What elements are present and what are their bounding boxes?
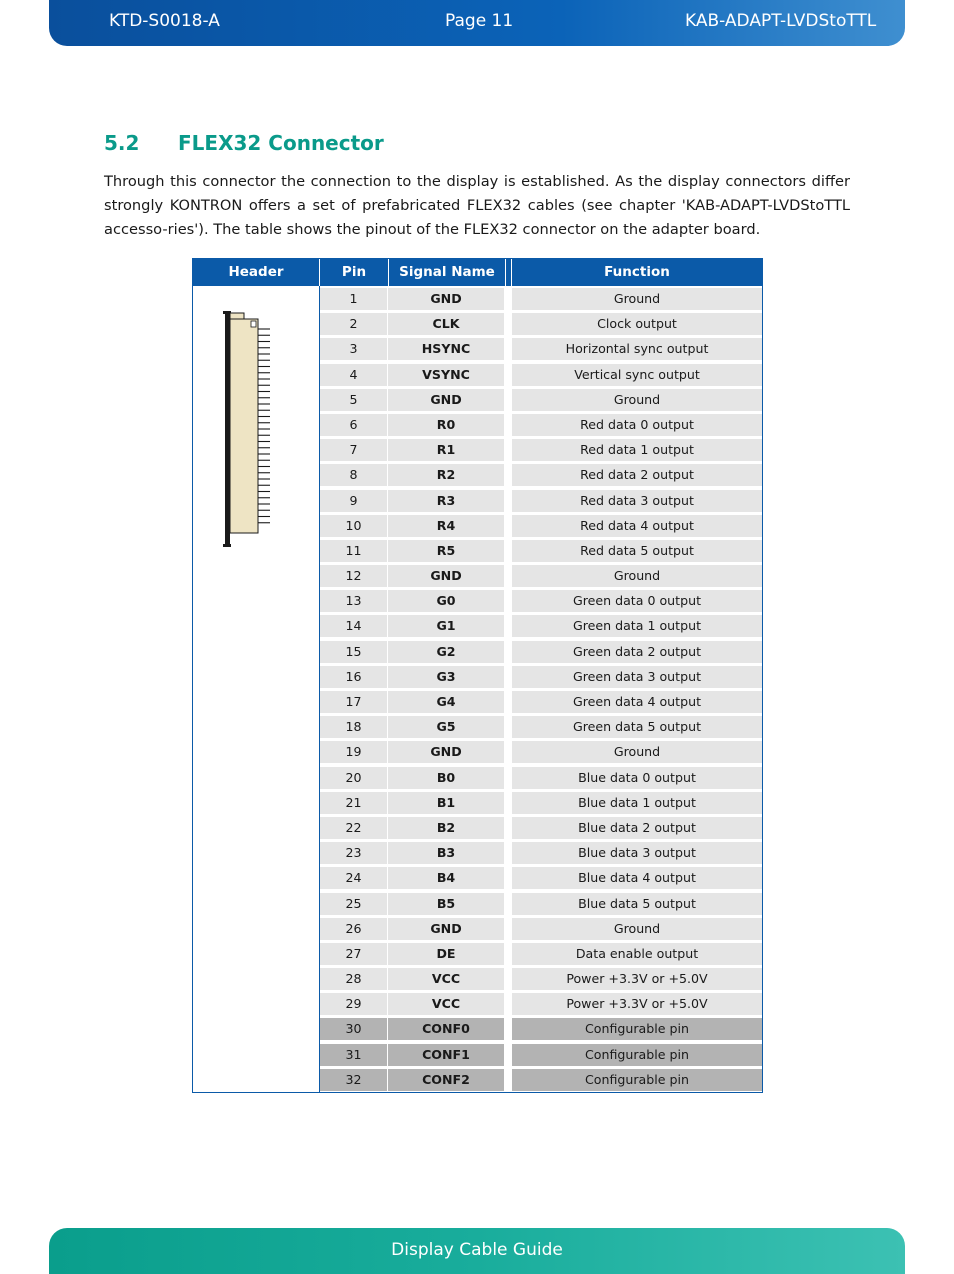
pin-cell: 18 [320, 716, 387, 738]
section-heading [104, 131, 384, 155]
function-cell: Green data 1 output [512, 615, 762, 637]
table-row [320, 689, 762, 714]
function-cell: Ground [512, 918, 762, 940]
function-cell: Ground [512, 389, 762, 411]
pin-cell: 14 [320, 615, 387, 637]
pin-cell: 6 [320, 414, 387, 436]
table-row [320, 387, 762, 412]
column-gap [505, 389, 511, 411]
table-row [320, 513, 762, 538]
pin-cell: 32 [320, 1069, 387, 1091]
column-gap [505, 893, 511, 915]
page-header-bar [49, 0, 905, 46]
signal-name-cell: B2 [388, 817, 504, 839]
table-row [320, 1016, 762, 1041]
function-cell: Blue data 0 output [512, 767, 762, 789]
function-cell: Horizontal sync output [512, 338, 762, 360]
column-gap [505, 364, 511, 386]
function-cell: Red data 1 output [512, 439, 762, 461]
pin-cell: 31 [320, 1044, 387, 1066]
table-header-row [193, 259, 762, 286]
signal-name-cell: R5 [388, 540, 504, 562]
table-row [320, 991, 762, 1016]
function-cell: Green data 3 output [512, 666, 762, 688]
column-gap [505, 767, 511, 789]
footer-title: Display Cable Guide [391, 1240, 563, 1260]
pin-cell: 17 [320, 691, 387, 713]
column-gap [505, 792, 511, 814]
table-row [320, 840, 762, 865]
column-gap [505, 842, 511, 864]
function-cell: Red data 3 output [512, 490, 762, 512]
pin-cell: 19 [320, 741, 387, 763]
function-cell: Configurable pin [512, 1018, 762, 1040]
function-cell: Configurable pin [512, 1069, 762, 1091]
signal-name-cell: G0 [388, 590, 504, 612]
column-gap [505, 968, 511, 990]
column-gap [505, 590, 511, 612]
pin-cell: 27 [320, 943, 387, 965]
pinout-table [192, 258, 763, 1093]
column-gap [505, 716, 511, 738]
signal-name-cell: R1 [388, 439, 504, 461]
signal-name-cell: GND [388, 741, 504, 763]
function-cell: Power +3.3V or +5.0V [512, 993, 762, 1015]
function-cell: Ground [512, 741, 762, 763]
function-cell: Red data 5 output [512, 540, 762, 562]
header-divider [319, 259, 320, 286]
function-cell: Green data 0 output [512, 590, 762, 612]
column-gap [505, 565, 511, 587]
table-row [320, 563, 762, 588]
function-cell: Blue data 2 output [512, 817, 762, 839]
column-gap [505, 490, 511, 512]
table-row [320, 362, 762, 387]
signal-name-cell: GND [388, 565, 504, 587]
column-gap [505, 741, 511, 763]
function-cell: Red data 0 output [512, 414, 762, 436]
pin-cell: 13 [320, 590, 387, 612]
table-row [320, 613, 762, 638]
function-cell: Ground [512, 288, 762, 310]
column-header-header: Header [228, 264, 284, 280]
function-cell: Configurable pin [512, 1044, 762, 1066]
pin-cell: 4 [320, 364, 387, 386]
intro-paragraph: Through this connector the connection to the display is established. As the display connectors differ strongly KONTRON offers a set of prefabricated FLEX32 cables (see chapter 'KAB-ADAPT-LVDStoTTL accesso-ries'). The table shows the pinout of the FLEX32 connector on the adapter board. [104, 173, 850, 238]
section-title: FLEX32 Connector [178, 131, 384, 155]
pin-cell: 1 [320, 288, 387, 310]
signal-name-cell: CONF0 [388, 1018, 504, 1040]
page-footer-bar [49, 1228, 905, 1274]
signal-name-cell: VCC [388, 993, 504, 1015]
table-row [320, 966, 762, 991]
signal-name-cell: G4 [388, 691, 504, 713]
function-cell: Blue data 3 output [512, 842, 762, 864]
signal-name-cell: B4 [388, 867, 504, 889]
pin-cell: 20 [320, 767, 387, 789]
column-gap [505, 918, 511, 940]
column-header-pin: Pin [341, 264, 367, 280]
connector-cap-bottom [223, 544, 231, 547]
table-row [320, 538, 762, 563]
flex32-connector-drawing [223, 311, 275, 551]
column-gap [505, 641, 511, 663]
pin-cell: 23 [320, 842, 387, 864]
table-row [320, 588, 762, 613]
column-gap [505, 313, 511, 335]
signal-name-cell: VSYNC [388, 364, 504, 386]
function-cell: Red data 4 output [512, 515, 762, 537]
function-cell: Data enable output [512, 943, 762, 965]
table-row [320, 815, 762, 840]
signal-name-cell: B1 [388, 792, 504, 814]
column-header-function: Function [604, 264, 670, 280]
page-number: Page 11 [445, 11, 514, 31]
pin-cell: 16 [320, 666, 387, 688]
signal-name-cell: B3 [388, 842, 504, 864]
signal-name-cell: G3 [388, 666, 504, 688]
column-gap [505, 288, 511, 310]
connector-latch [230, 319, 258, 533]
signal-name-cell: R4 [388, 515, 504, 537]
connector-body-edge [225, 311, 230, 547]
table-row [320, 437, 762, 462]
pin-cell: 11 [320, 540, 387, 562]
function-cell: Green data 2 output [512, 641, 762, 663]
document-id: KTD-S0018-A [109, 11, 220, 31]
pin-cell: 7 [320, 439, 387, 461]
column-gap [505, 414, 511, 436]
signal-name-cell: CLK [388, 313, 504, 335]
pin-cell: 12 [320, 565, 387, 587]
table-row [320, 1042, 762, 1067]
pin1-marker [251, 321, 256, 327]
table-row [320, 664, 762, 689]
column-gap [505, 1044, 511, 1066]
signal-name-cell: HSYNC [388, 338, 504, 360]
signal-name-cell: CONF1 [388, 1044, 504, 1066]
table-row [320, 765, 762, 790]
table-row [320, 488, 762, 513]
pin-cell: 30 [320, 1018, 387, 1040]
signal-name-cell: B5 [388, 893, 504, 915]
column-gap [505, 691, 511, 713]
signal-name-cell: VCC [388, 968, 504, 990]
column-gap [505, 540, 511, 562]
column-gap [505, 439, 511, 461]
signal-name-cell: GND [388, 288, 504, 310]
pin-cell: 5 [320, 389, 387, 411]
function-cell: Ground [512, 565, 762, 587]
signal-name-cell: R0 [388, 414, 504, 436]
pin-cell: 15 [320, 641, 387, 663]
function-cell: Blue data 4 output [512, 867, 762, 889]
pin-cell: 9 [320, 490, 387, 512]
signal-name-cell: G5 [388, 716, 504, 738]
header-divider [511, 259, 512, 286]
table-row [320, 790, 762, 815]
signal-name-cell: GND [388, 389, 504, 411]
pin-cell: 10 [320, 515, 387, 537]
column-gap [505, 1069, 511, 1091]
column-gap [505, 867, 511, 889]
table-row [320, 412, 762, 437]
signal-name-cell: B0 [388, 767, 504, 789]
pin-cell: 22 [320, 817, 387, 839]
pin-cell: 21 [320, 792, 387, 814]
pin-cell: 2 [320, 313, 387, 335]
column-header-signal-name: Signal Name [399, 264, 495, 280]
function-cell: Red data 2 output [512, 464, 762, 486]
column-gap [505, 515, 511, 537]
function-cell: Clock output [512, 313, 762, 335]
header-divider [388, 259, 389, 286]
table-row [320, 311, 762, 336]
pin-cell: 26 [320, 918, 387, 940]
product-name: KAB-ADAPT-LVDStoTTL [685, 11, 877, 31]
section-number: 5.2 [104, 131, 140, 155]
table-row [320, 865, 762, 890]
signal-name-cell: R2 [388, 464, 504, 486]
column-gap [505, 464, 511, 486]
signal-name-cell: G1 [388, 615, 504, 637]
function-cell: Power +3.3V or +5.0V [512, 968, 762, 990]
signal-name-cell: CONF2 [388, 1069, 504, 1091]
table-row [320, 891, 762, 916]
column-gap [505, 943, 511, 965]
signal-name-cell: GND [388, 918, 504, 940]
column-gap [505, 338, 511, 360]
table-row [320, 714, 762, 739]
column-gap [505, 615, 511, 637]
column-gap [505, 666, 511, 688]
column-gap [505, 1018, 511, 1040]
table-row [320, 941, 762, 966]
table-row [320, 336, 762, 361]
column-gap [505, 817, 511, 839]
table-row [320, 1067, 762, 1092]
pin-cell: 25 [320, 893, 387, 915]
pin-cell: 29 [320, 993, 387, 1015]
table-row [320, 916, 762, 941]
function-cell: Vertical sync output [512, 364, 762, 386]
column-gap [505, 993, 511, 1015]
pin-cell: 28 [320, 968, 387, 990]
function-cell: Blue data 1 output [512, 792, 762, 814]
table-row [320, 462, 762, 487]
table-row [320, 739, 762, 764]
table-body [320, 286, 762, 1092]
pin-cell: 24 [320, 867, 387, 889]
pin-cell: 3 [320, 338, 387, 360]
table-row [320, 286, 762, 311]
header-divider [505, 259, 506, 286]
table-row [320, 639, 762, 664]
function-cell: Green data 4 output [512, 691, 762, 713]
signal-name-cell: G2 [388, 641, 504, 663]
pin-cell: 8 [320, 464, 387, 486]
function-cell: Green data 5 output [512, 716, 762, 738]
connector-pins [258, 329, 270, 523]
function-cell: Blue data 5 output [512, 893, 762, 915]
signal-name-cell: R3 [388, 490, 504, 512]
signal-name-cell: DE [388, 943, 504, 965]
